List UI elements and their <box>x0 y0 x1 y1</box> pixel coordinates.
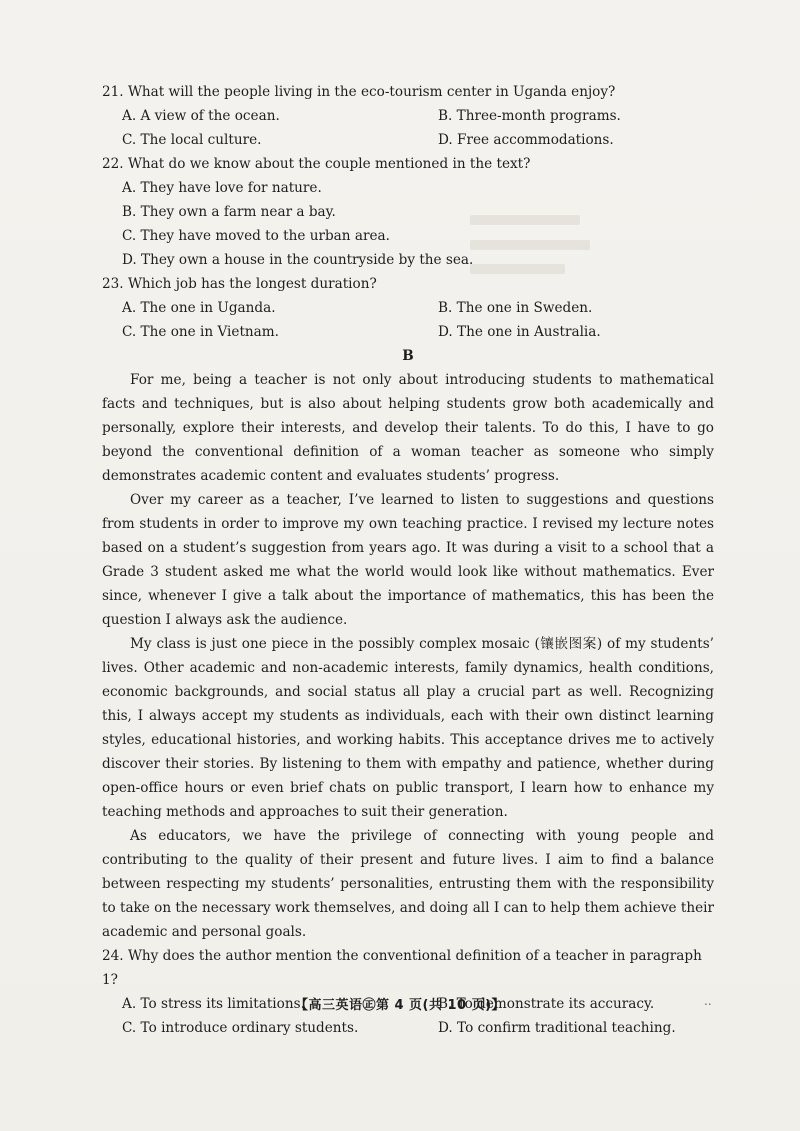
option-row <box>102 1016 714 1040</box>
option-a[interactable]: A. To stress its limitations. <box>122 996 305 1012</box>
option-d[interactable]: D. Free accommodations. <box>438 132 614 148</box>
option-a[interactable]: A. The one in Uganda. <box>122 300 276 316</box>
option-d[interactable]: D. They own a house in the countryside by the sea. <box>122 252 474 268</box>
question-22 <box>102 152 714 272</box>
option-b[interactable]: B. To demonstrate its accuracy. <box>438 996 655 1012</box>
option-row <box>102 320 714 344</box>
option-d[interactable]: D. The one in Australia. <box>438 324 601 340</box>
passage-paragraph-3: My class is just one piece in the possibly complex mosaic (镶嵌图案) of my students’ lives. Other academic and non-academic interests, family dynamics, health conditions, economic backgrounds, and social status all play a crucial part as well. Recognizing this, I always accept my students as individuals, each with their own distinct learning styles, educational histories, and working habits. This acceptance drives me to actively discover their stories. By listening to them with empathy and patience, whether during open-office hours or even brief chats on public transport, I learn how to enhance my teaching methods and approaches to suit their generation. <box>102 636 714 820</box>
option-row <box>102 104 714 128</box>
section-heading: B <box>402 348 414 364</box>
question-stem: 23. Which job has the longest duration? <box>102 276 377 292</box>
option-row <box>102 128 714 152</box>
question-stem: 21. What will the people living in the eco-tourism center in Uganda enjoy? <box>102 84 616 100</box>
option-c[interactable]: C. The local culture. <box>122 132 262 148</box>
option-b[interactable]: B. The one in Sweden. <box>438 300 593 316</box>
corner-mark: .. <box>704 994 712 1008</box>
option-row <box>102 296 714 320</box>
option-b[interactable]: B. Three-month programs. <box>438 108 621 124</box>
question-24 <box>102 944 714 1040</box>
option-c[interactable]: C. To introduce ordinary students. <box>122 1020 359 1036</box>
option-c[interactable]: C. They have moved to the urban area. <box>122 228 390 244</box>
question-stem: 24. Why does the author mention the conventional definition of a teacher in paragraph 1? <box>102 948 702 988</box>
exam-content <box>102 80 714 1040</box>
option-b[interactable]: B. They own a farm near a bay. <box>122 204 336 220</box>
question-21 <box>102 80 714 152</box>
option-a[interactable]: A. They have love for nature. <box>122 180 322 196</box>
option-d[interactable]: D. To confirm traditional teaching. <box>438 1020 676 1036</box>
question-23 <box>102 272 714 344</box>
option-c[interactable]: C. The one in Vietnam. <box>122 324 279 340</box>
page-footer: 【高三英语㊣第 4 页(共 10 页)】 <box>294 998 506 1013</box>
passage-paragraph-2: Over my career as a teacher, I’ve learned to listen to suggestions and questions from students in order to improve my own teaching practice. I revised my lecture notes based on a student’s suggestion from years ago. It was during a visit to a school that a Grade 3 student asked me what the world would look like without mathematics. Ever since, whenever I give a talk about the importance of mathematics, this has been the question I always ask the audience. <box>102 492 714 628</box>
option-a[interactable]: A. A view of the ocean. <box>122 108 280 124</box>
question-stem: 22. What do we know about the couple mentioned in the text? <box>102 156 531 172</box>
passage-paragraph-1: For me, being a teacher is not only about introducing students to mathematical facts and techniques, but is also about helping students grow both academically and personally, explore their interests, and develop their talents. To do this, I have to go beyond the conventional definition of a woman teacher as someone who simply demonstrates academic content and evaluates students’ progress. <box>102 372 714 484</box>
passage-paragraph-4: As educators, we have the privilege of connecting with young people and contributing to the quality of their present and future lives. I aim to find a balance between respecting my students’ personalities, entrusting them with the responsibility to take on the necessary work themselves, and doing all I can to help them achieve their academic and personal goals. <box>102 828 714 940</box>
